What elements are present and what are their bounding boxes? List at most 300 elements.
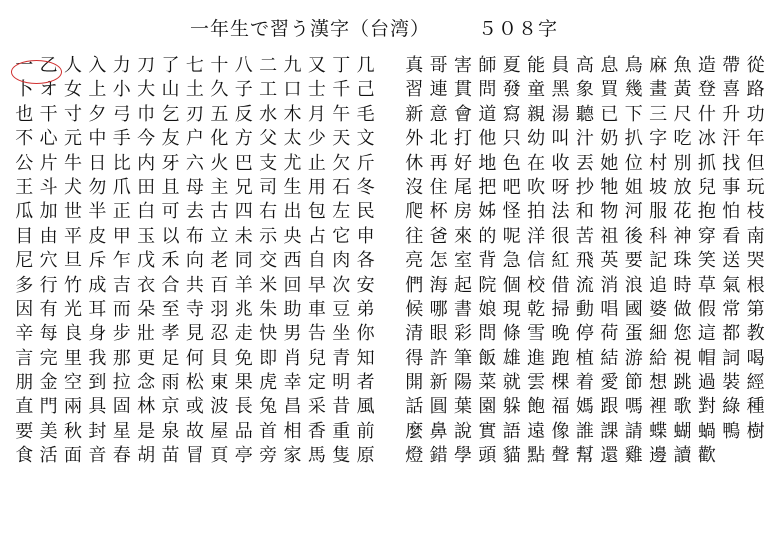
kanji-char: 干: [39, 103, 58, 125]
kanji-char: 蝴: [673, 420, 692, 442]
kanji-row: [12, 225, 378, 249]
kanji-char: 占: [307, 225, 326, 247]
kanji-char: 細: [649, 323, 668, 345]
kanji-char: 樹: [746, 420, 765, 442]
kanji-char: 收: [551, 152, 570, 174]
kanji-char: 布: [185, 225, 204, 247]
kanji-char: 第: [746, 298, 765, 320]
kanji-char: 跟: [600, 396, 619, 418]
kanji-char: 別: [673, 152, 692, 174]
kanji-char: 美: [39, 420, 58, 442]
kanji-char: 經: [746, 372, 765, 394]
kanji-char: 問: [478, 323, 497, 345]
kanji-char: 斗: [39, 176, 58, 198]
kanji-char: 國: [624, 298, 643, 320]
kanji-char: 那: [112, 347, 131, 369]
kanji-char: 看: [722, 225, 741, 247]
kanji-char: 服: [649, 201, 668, 223]
kanji-row: [402, 127, 768, 151]
kanji-char: 示: [259, 225, 278, 247]
kanji-char: 視: [673, 347, 692, 369]
kanji-char: 連: [429, 79, 448, 101]
kanji-char: 錯: [429, 445, 448, 467]
kanji-char: 八: [234, 55, 253, 76]
kanji-char: 工: [259, 79, 278, 101]
kanji-char: 久: [210, 79, 229, 101]
kanji-char: 生: [283, 176, 302, 198]
kanji-char: 神: [673, 225, 692, 247]
kanji-char: 物: [600, 201, 619, 223]
kanji-char: 怕: [722, 201, 741, 223]
kanji-row: [402, 78, 768, 102]
kanji-char: 您: [673, 323, 692, 345]
kanji-char: 幾: [624, 79, 643, 101]
kanji-char: 由: [39, 225, 58, 247]
kanji-char: 六: [185, 152, 204, 174]
kanji-char: 圓: [429, 396, 448, 418]
kanji-char: 兔: [259, 396, 278, 418]
kanji-char: 打: [453, 128, 472, 150]
kanji-char: 幼: [527, 128, 546, 150]
kanji-char: 忍: [210, 323, 229, 345]
kanji-char: 南: [746, 225, 765, 247]
kanji-char: 院: [478, 274, 497, 296]
kanji-char: 幸: [283, 372, 302, 394]
kanji-char: 掃: [551, 298, 570, 320]
kanji-char: 息: [600, 55, 619, 76]
kanji-char: 住: [429, 176, 448, 198]
kanji-char: 一: [15, 55, 34, 76]
kanji-char: 個: [502, 274, 521, 296]
kanji-char: 知: [356, 347, 375, 369]
kanji-char: 這: [697, 323, 716, 345]
kanji-char: 抓: [697, 152, 716, 174]
kanji-char: 原: [356, 445, 375, 467]
kanji-char: 室: [453, 250, 472, 272]
kanji-char: 几: [356, 55, 375, 76]
kanji-char: 北: [429, 128, 448, 150]
kanji-row: [12, 200, 378, 224]
kanji-char: 和: [575, 201, 594, 223]
kanji-char: 甲: [112, 225, 131, 247]
kanji-char: 真: [405, 55, 424, 76]
kanji-char: 朱: [259, 298, 278, 320]
kanji-char: 安: [356, 274, 375, 296]
kanji-char: 後: [624, 225, 643, 247]
kanji-char: 陽: [453, 372, 472, 394]
right-kanji-grid: [402, 54, 768, 469]
kanji-char: 勿: [88, 176, 107, 198]
kanji-char: 筆: [453, 347, 472, 369]
kanji-char: 唱: [600, 298, 619, 320]
kanji-char: 請: [624, 420, 643, 442]
kanji-char: 耳: [88, 298, 107, 320]
kanji-char: 的: [478, 225, 497, 247]
kanji-char: 字: [649, 128, 668, 150]
kanji-char: 多: [15, 274, 34, 296]
kanji-char: 松: [185, 372, 204, 394]
kanji-row: [402, 298, 768, 322]
kanji-char: 雄: [502, 347, 521, 369]
kanji-char: 追: [649, 274, 668, 296]
kanji-char: 下: [624, 103, 643, 125]
kanji-char: 士: [307, 79, 326, 101]
kanji-char: 玉: [137, 225, 156, 247]
kanji-char: 五: [210, 103, 229, 125]
kanji-char: 了: [161, 55, 180, 76]
kanji-char: 外: [405, 128, 424, 150]
kanji-char: 音: [88, 445, 107, 467]
kanji-char: 反: [234, 103, 253, 125]
kanji-char: 頁: [210, 445, 229, 467]
kanji-row: [12, 127, 378, 151]
kanji-char: 語: [502, 420, 521, 442]
kanji-char: 而: [112, 298, 131, 320]
kanji-char: 雨: [161, 372, 180, 394]
kanji-char: 升: [722, 103, 741, 125]
kanji-char: 背: [478, 250, 497, 272]
kanji-char: 旦: [63, 250, 82, 272]
kanji-char: 波: [210, 396, 229, 418]
kanji-char: 草: [697, 274, 716, 296]
kanji-char: 助: [283, 298, 302, 320]
kanji-char: 從: [746, 55, 765, 76]
kanji-char: 呀: [551, 176, 570, 198]
kanji-char: 但: [746, 152, 765, 174]
kanji-char: 送: [722, 250, 741, 272]
kanji-char: 老: [210, 250, 229, 272]
kanji-char: 怎: [429, 250, 448, 272]
kanji-char: 行: [39, 274, 58, 296]
kanji-row: [402, 444, 768, 468]
kanji-char: 果: [234, 372, 253, 394]
kanji-char: 何: [185, 347, 204, 369]
kanji-char: 怪: [502, 201, 521, 223]
kanji-char: 能: [527, 55, 546, 76]
kanji-char: 秋: [63, 420, 82, 442]
kanji-row: [12, 420, 378, 444]
kanji-char: 節: [624, 372, 643, 394]
kanji-char: 支: [259, 152, 278, 174]
kanji-char: 哭: [746, 250, 765, 272]
kanji-char: 吉: [112, 274, 131, 296]
kanji-char: 點: [527, 445, 546, 467]
kanji-char: 木: [283, 103, 302, 125]
kanji-char: 吃: [673, 128, 692, 150]
kanji-char: 壯: [137, 323, 156, 345]
kanji-char: 文: [356, 128, 375, 150]
kanji-char: 氣: [722, 274, 741, 296]
kanji-char: 綠: [722, 396, 741, 418]
kanji-char: 巴: [234, 152, 253, 174]
kanji-char: 爬: [405, 201, 424, 223]
kanji-char: 汗: [722, 128, 741, 150]
kanji-char: 村: [649, 152, 668, 174]
kanji-char: 告: [307, 323, 326, 345]
kanji-char: 田: [137, 176, 156, 198]
kanji-char: 穿: [697, 225, 716, 247]
kanji-char: 呢: [502, 225, 521, 247]
kanji-char: 要: [624, 250, 643, 272]
kanji-char: 夕: [88, 103, 107, 125]
kanji-char: 不: [15, 128, 34, 150]
kanji-char: 遠: [527, 420, 546, 442]
kanji-char: 冒: [185, 445, 204, 467]
kanji-char: 石: [332, 176, 351, 198]
kanji-char: 游: [624, 347, 643, 369]
kanji-char: 朋: [15, 372, 34, 394]
kanji-char: 根: [746, 274, 765, 296]
kanji-char: 喜: [722, 79, 741, 101]
kanji-char: 飽: [527, 396, 546, 418]
kanji-char: 虎: [259, 372, 278, 394]
kanji-char: 鳥: [624, 55, 643, 76]
kanji-char: 蝶: [649, 420, 668, 442]
kanji-char: 千: [332, 79, 351, 101]
kanji-char: 且: [161, 176, 180, 198]
kanji-row: [402, 371, 768, 395]
kanji-char: 卜: [15, 79, 34, 101]
kanji-char: 空: [63, 372, 82, 394]
kanji-row: [402, 322, 768, 346]
kanji-char: 把: [478, 176, 497, 198]
kanji-char: 皮: [88, 225, 107, 247]
kanji-char: 乙: [39, 55, 58, 76]
kanji-char: 犬: [63, 176, 82, 198]
kanji-char: 什: [697, 103, 716, 125]
kanji-char: 事: [722, 176, 741, 198]
kanji-char: 百: [210, 274, 229, 296]
kanji-char: 月: [307, 103, 326, 125]
kanji-char: 抄: [575, 176, 594, 198]
kanji-char: 己: [356, 79, 375, 101]
kanji-char: 休: [405, 152, 424, 174]
kanji-char: 說: [453, 420, 472, 442]
kanji-char: 登: [697, 79, 716, 101]
kanji-char: 親: [527, 103, 546, 125]
kanji-char: 母: [185, 176, 204, 198]
kanji-char: 太: [283, 128, 302, 150]
kanji-char: 只: [502, 128, 521, 150]
kanji-char: 玩: [746, 176, 765, 198]
kanji-char: 活: [39, 445, 58, 467]
kanji-char: 發: [502, 79, 521, 101]
kanji-row: [12, 444, 378, 468]
kanji-char: 教: [746, 323, 765, 345]
kanji-char: 頭: [478, 445, 497, 467]
kanji-char: 信: [527, 250, 546, 272]
kanji-char: 問: [478, 79, 497, 101]
kanji-char: 肖: [283, 347, 302, 369]
kanji-char: 刃: [185, 103, 204, 125]
kanji-char: 公: [15, 152, 34, 174]
kanji-row: [12, 347, 378, 371]
kanji-char: 往: [405, 225, 424, 247]
kanji-char: 拉: [112, 372, 131, 394]
kanji-char: 師: [478, 55, 497, 76]
kanji-char: 爸: [429, 225, 448, 247]
kanji-char: 歡: [697, 445, 716, 467]
kanji-char: 着: [575, 372, 594, 394]
kanji-char: 已: [600, 103, 619, 125]
kanji-char: 對: [697, 396, 716, 418]
kanji-char: 孝: [161, 323, 180, 345]
kanji-char: 言: [15, 347, 34, 369]
kanji-char: 友: [161, 128, 180, 150]
kanji-char: 星: [112, 420, 131, 442]
kanji-char: 讀: [673, 445, 692, 467]
kanji-char: 蛋: [624, 323, 643, 345]
kanji-char: 再: [429, 152, 448, 174]
kanji-char: 里: [63, 347, 82, 369]
kanji-row: [12, 249, 378, 273]
kanji-char: 造: [697, 55, 716, 76]
kanji-char: 金: [39, 372, 58, 394]
kanji-char: 冬: [356, 176, 375, 198]
kanji-char: 寫: [502, 103, 521, 125]
kanji-char: 洋: [527, 225, 546, 247]
kanji-char: 科: [649, 225, 668, 247]
kanji-char: 記: [649, 250, 668, 272]
kanji-char: 植: [575, 347, 594, 369]
kanji-char: 我: [88, 347, 107, 369]
kanji-char: 隻: [332, 445, 351, 467]
kanji-char: 比: [112, 152, 131, 174]
kanji-char: 哪: [429, 298, 448, 320]
kanji-char: 結: [600, 347, 619, 369]
kanji-char: 高: [575, 55, 594, 76]
kanji-char: 豆: [332, 298, 351, 320]
kanji-char: 右: [259, 201, 278, 223]
kanji-char: 中: [88, 128, 107, 150]
kanji-char: 光: [63, 298, 82, 320]
kanji-char: 假: [697, 298, 716, 320]
kanji-char: 在: [527, 152, 546, 174]
kanji-char: 姊: [478, 201, 497, 223]
kanji-char: 今: [137, 128, 156, 150]
kanji-char: 嗎: [624, 396, 643, 418]
kanji-char: 重: [332, 420, 351, 442]
kanji-char: 貫: [453, 79, 472, 101]
kanji-char: 停: [575, 323, 594, 345]
kanji-char: 林: [137, 396, 156, 418]
kanji-char: 水: [259, 103, 278, 125]
kanji-char: 斥: [88, 250, 107, 272]
kanji-char: 毛: [356, 103, 375, 125]
kanji-char: 三: [649, 103, 668, 125]
kanji-char: 苦: [575, 225, 594, 247]
kanji-char: 到: [88, 372, 107, 394]
kanji-char: 東: [210, 372, 229, 394]
kanji-char: 抱: [697, 201, 716, 223]
kanji-char: 步: [112, 323, 131, 345]
kanji-char: 回: [283, 274, 302, 296]
kanji-char: 扒: [624, 128, 643, 150]
kanji-row: [12, 371, 378, 395]
kanji-char: 消: [600, 274, 619, 296]
kanji-char: 荷: [600, 323, 619, 345]
kanji-row: [402, 249, 768, 273]
kanji-char: 她: [600, 152, 619, 174]
kanji-char: 朵: [137, 298, 156, 320]
kanji-row: [402, 152, 768, 176]
kanji-char: 目: [15, 225, 34, 247]
kanji-char: 火: [210, 152, 229, 174]
kanji-char: 乾: [527, 298, 546, 320]
kanji-char: 坐: [332, 323, 351, 345]
kanji-char: 定: [307, 372, 326, 394]
kanji-char: 習: [405, 79, 424, 101]
kanji-char: 花: [673, 201, 692, 223]
kanji-char: 找: [722, 152, 741, 174]
kanji-char: 河: [624, 201, 643, 223]
kanji-char: 眼: [429, 323, 448, 345]
kanji-char: 新: [429, 372, 448, 394]
kanji-char: 包: [307, 201, 326, 223]
kanji-row: [402, 225, 768, 249]
kanji-char: 巾: [137, 103, 156, 125]
kanji-char: 禾: [161, 250, 180, 272]
kanji-char: 畫: [649, 79, 668, 101]
kanji-char: 寸: [63, 103, 82, 125]
kanji-char: 辛: [15, 323, 34, 345]
kanji-char: 幫: [575, 445, 594, 467]
kanji-char: 共: [185, 274, 204, 296]
kanji-char: 枝: [746, 201, 765, 223]
kanji-char: 道: [478, 103, 497, 125]
kanji-char: 米: [259, 274, 278, 296]
kanji-char: 力: [112, 55, 131, 76]
kanji-char: 見: [185, 323, 204, 345]
kanji-char: 羊: [234, 274, 253, 296]
kanji-char: 春: [112, 445, 131, 467]
kanji-char: 裡: [649, 396, 668, 418]
kanji-char: 常: [722, 298, 741, 320]
kanji-char: 西: [283, 250, 302, 272]
kanji-char: 急: [502, 250, 521, 272]
kanji-char: 斤: [356, 152, 375, 174]
kanji-char: 長: [234, 396, 253, 418]
kanji-char: 亮: [405, 250, 424, 272]
kanji-char: 做: [673, 298, 692, 320]
kanji-char: 戊: [137, 250, 156, 272]
kanji-char: 魚: [673, 55, 692, 76]
kanji-char: 左: [332, 201, 351, 223]
kanji-char: 出: [283, 201, 302, 223]
kanji-char: 地: [478, 152, 497, 174]
kanji-char: 品: [234, 420, 253, 442]
kanji-char: 黑: [551, 79, 570, 101]
kanji-char: 喝: [746, 347, 765, 369]
kanji-char: 尼: [15, 250, 34, 272]
kanji-char: 晚: [551, 323, 570, 345]
kanji-char: 詞: [722, 347, 741, 369]
kanji-char: 主: [210, 176, 229, 198]
kanji-char: 衣: [137, 274, 156, 296]
kanji-row: [402, 274, 768, 298]
kanji-char: 年: [746, 128, 765, 150]
kanji-char: 子: [234, 79, 253, 101]
kanji-char: 少: [307, 128, 326, 150]
kanji-char: 雲: [527, 372, 546, 394]
kanji-char: 王: [15, 176, 34, 198]
kanji-char: 丁: [332, 55, 351, 76]
kanji-char: 雞: [624, 445, 643, 467]
kanji-char: 飯: [478, 347, 497, 369]
kanji-char: 很: [551, 225, 570, 247]
kanji-char: 話: [405, 396, 424, 418]
kanji-char: 家: [283, 445, 302, 467]
